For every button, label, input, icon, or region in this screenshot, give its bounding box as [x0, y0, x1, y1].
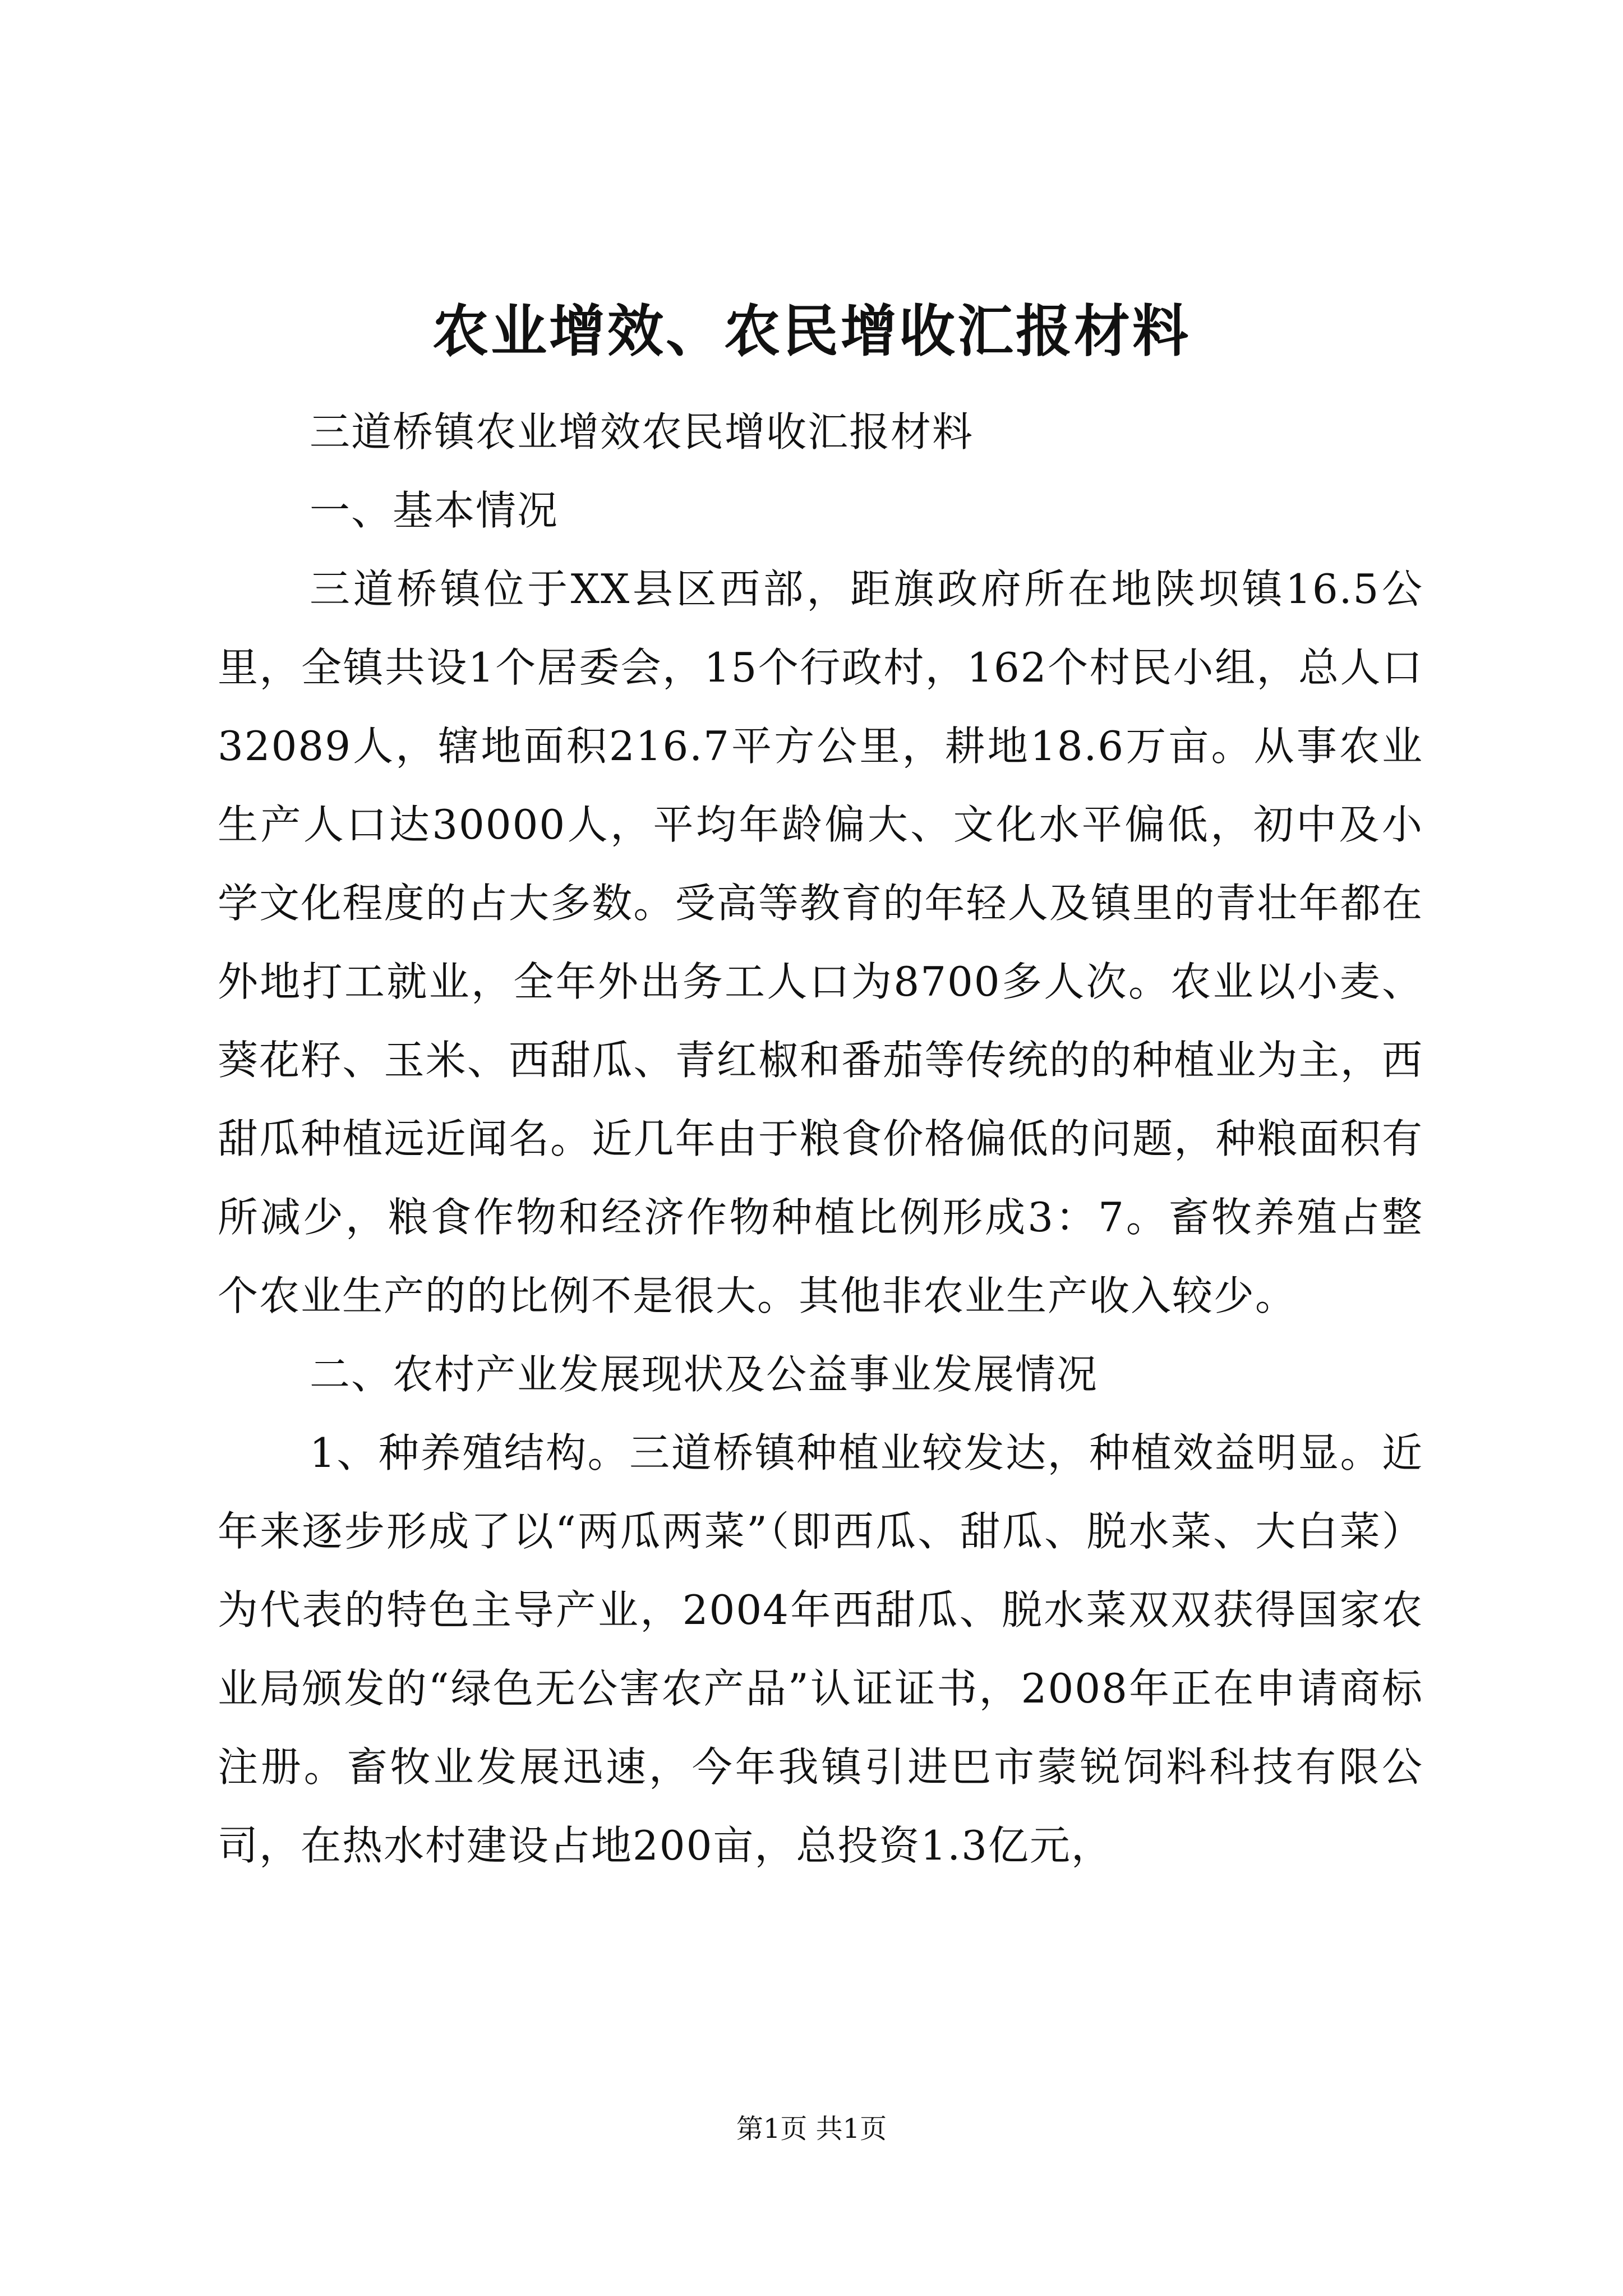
page-footer: 第1页 共1页: [736, 2113, 887, 2145]
paragraph-planting-structure: 1、种养殖结构。三道桥镇种植业较发达，种植效益明显。近年来逐步形成了以“两瓜两菜”（即西瓜、甜瓜、脱水菜、大白菜）为代表的特色主导产业，2004年西甜瓜、脱水菜双双获得国家农业局颁发的“绿色无公害农产品”认证证书，2008年正在申请商标注册。畜牧业发展迅速，今年我镇引进巴市蒙锐饲料科技有限公司，在热水村建设占地200亩，总投资1.3亿元，: [218, 1429, 1423, 1869]
paragraph-basic-situation: 三道桥镇位于XX县区西部，距旗政府所在地陕坝镇16.5公里，全镇共设1个居委会，15个行政村，162个村民小组，总人口32089人，辖地面积216.7平方公里，耕地18.6万亩。从事农业生产人口达30000人，平均年龄偏大、文化水平偏低，初中及小学文化程度的占大多数。受高等教育的年轻人及镇里的青壮年都在外地打工就业，全年外出务工人口为8700多人次。农业以小麦、葵花籽、玉米、西甜瓜、青红椒和番茄等传统的的种植业为主，西甜瓜种植远近闻名。近几年由于粮食价格偏低的问题，种粮面积有所减少，粮食作物和经济作物种植比例形成3：7。畜牧养殖占整个农业生产的的比例不是很大。其他非农业生产收入较少。: [218, 565, 1423, 1319]
section-heading-industry-development: 二、农村产业发展现状及公益事业发展情况: [310, 1351, 1099, 1398]
document-title: 农业增效、农民增收汇报材料: [432, 298, 1191, 364]
paragraph-subtitle: 三道桥镇农业增效农民增收汇报材料: [310, 408, 974, 455]
section-heading-basic-situation: 一、基本情况: [310, 487, 559, 534]
document-body: [218, 393, 1423, 1885]
